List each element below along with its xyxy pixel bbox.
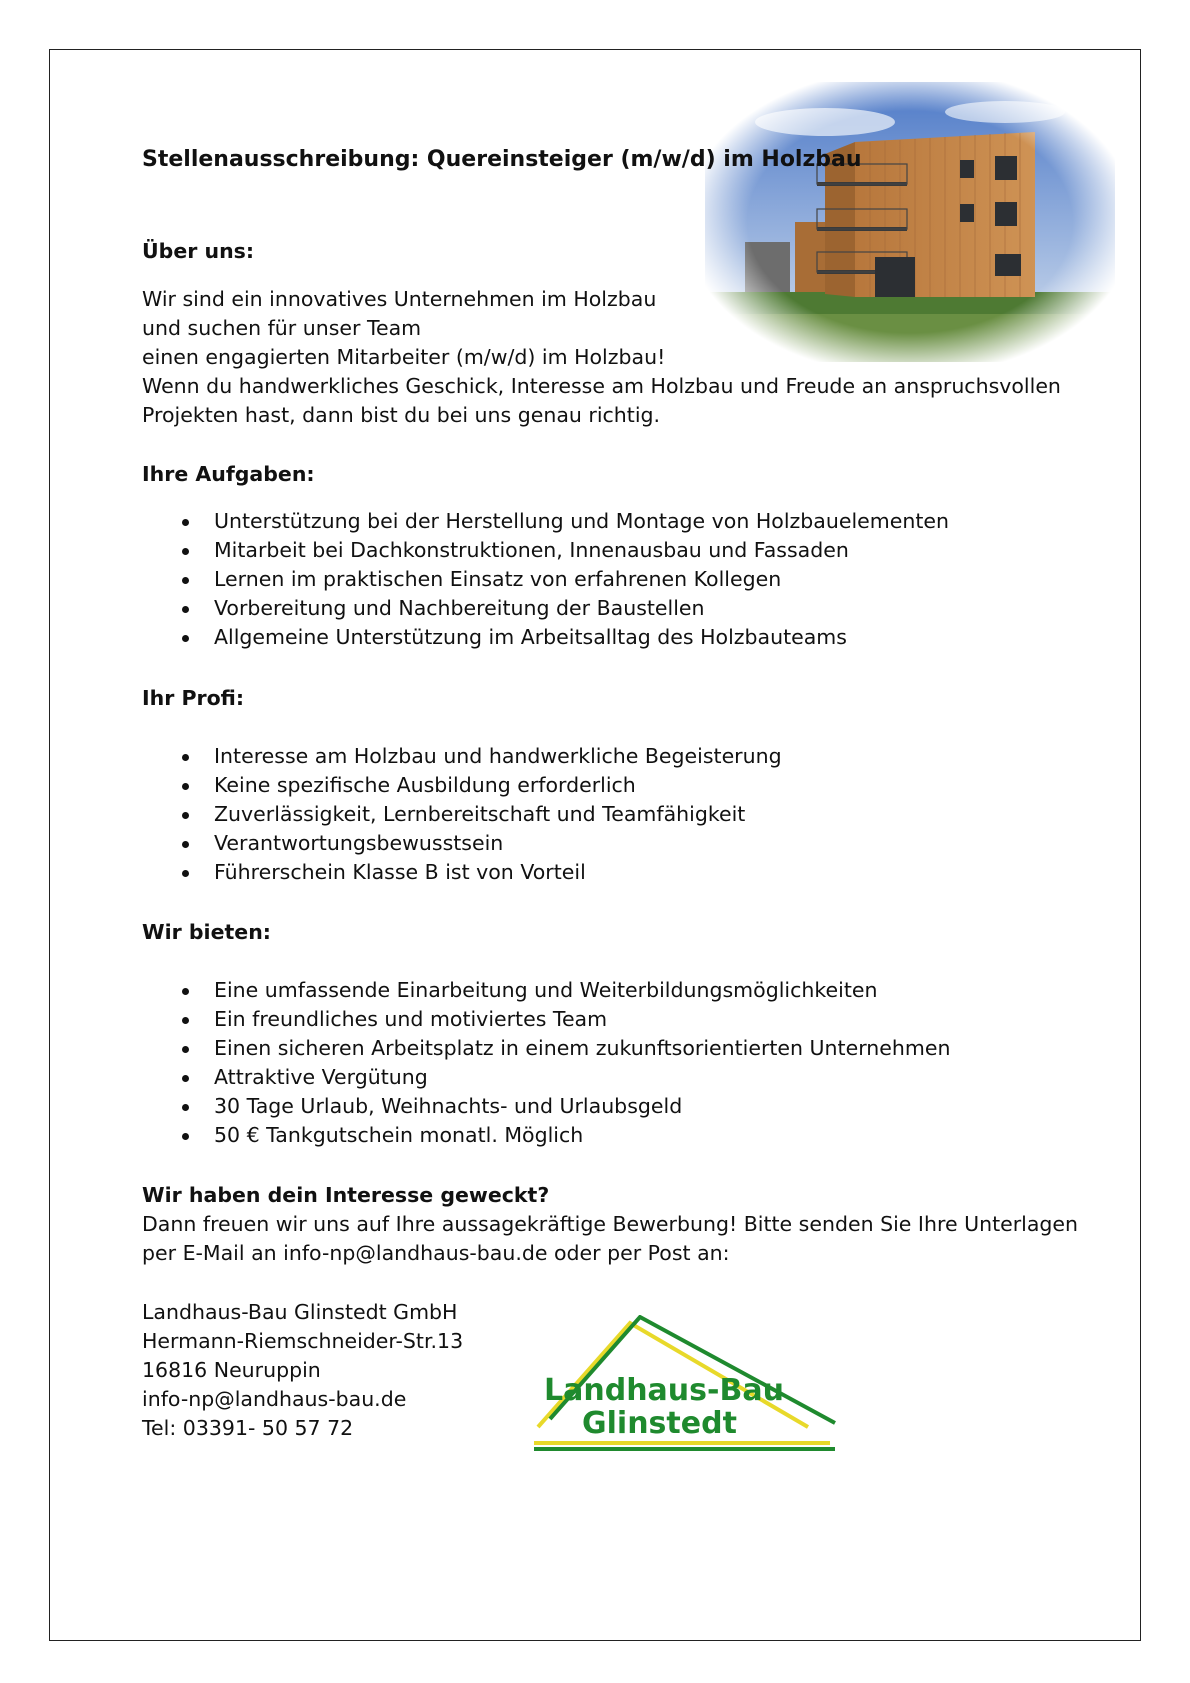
about-line: Wir sind ein innovatives Unternehmen im Holzbau [142, 287, 657, 311]
list-item: Keine spezifische Ausbildung erforderlich [142, 771, 782, 800]
apply-line: per E-Mail an info-np@landhaus-bau.de oder per Post an: [142, 1241, 730, 1265]
list-item: Verantwortungsbewusstsein [142, 829, 782, 858]
list-item: Unterstützung bei der Herstellung und Montage von Holzbauelementen [142, 507, 949, 536]
list-item: Ein freundliches und motiviertes Team [142, 1005, 950, 1034]
apply-heading: Wir haben dein Interesse geweckt? [142, 1183, 550, 1207]
list-item: Einen sicheren Arbeitsplatz in einem zukunftsorientierten Unternehmen [142, 1034, 950, 1063]
street: Hermann-Riemschneider-Str.13 [142, 1329, 464, 1353]
tasks-list [142, 507, 949, 652]
list-item: 50 € Tankgutschein monatl. Möglich [142, 1121, 950, 1150]
apply-section [142, 1181, 1078, 1268]
profile-heading: Ihr Profi: [142, 686, 245, 710]
list-item: Interesse am Holzbau und handwerkliche Begeisterung [142, 742, 782, 771]
offer-heading: Wir bieten: [142, 920, 271, 944]
list-item: 30 Tage Urlaub, Weihnachts- und Urlaubsgeld [142, 1092, 950, 1121]
list-item: Vorbereitung und Nachbereitung der Baustellen [142, 594, 949, 623]
offer-list [142, 976, 950, 1150]
about-text [142, 285, 1061, 430]
about-line: und suchen für unser Team [142, 316, 422, 340]
about-line: Wenn du handwerkliches Geschick, Interesse am Holzbau und Freude an anspruchsvollen [142, 374, 1061, 398]
address-block [142, 1298, 463, 1443]
page-title: Stellenausschreibung: Quereinsteiger (m/w/d) im Holzbau [142, 147, 862, 172]
list-item: Führerschein Klasse B ist von Vorteil [142, 858, 782, 887]
email-link[interactable]: info-np@landhaus-bau.de [142, 1387, 407, 1411]
list-item: Zuverlässigkeit, Lernbereitschaft und Teamfähigkeit [142, 800, 782, 829]
apply-line: Dann freuen wir uns auf Ihre aussagekräftige Bewerbung! Bitte senden Sie Ihre Unterlagen [142, 1212, 1079, 1236]
company-name: Landhaus-Bau Glinstedt GmbH [142, 1300, 458, 1324]
logo-line1: Landhaus-Bau [544, 1373, 784, 1408]
company-logo [530, 1315, 845, 1455]
about-line: Projekten hast, dann bist du bei uns genau richtig. [142, 403, 661, 427]
tasks-heading: Ihre Aufgaben: [142, 462, 315, 486]
city: 16816 Neuruppin [142, 1358, 321, 1382]
list-item: Allgemeine Unterstützung im Arbeitsalltag des Holzbauteams [142, 623, 949, 652]
logo-line2: Glinstedt [582, 1406, 737, 1441]
list-item: Eine umfassende Einarbeitung und Weiterbildungsmöglichkeiten [142, 976, 950, 1005]
list-item: Mitarbeit bei Dachkonstruktionen, Innenausbau und Fassaden [142, 536, 949, 565]
about-line: einen engagierten Mitarbeiter (m/w/d) im Holzbau! [142, 345, 666, 369]
list-item: Attraktive Vergütung [142, 1063, 950, 1092]
profile-list [142, 742, 782, 887]
phone: Tel: 03391- 50 57 72 [142, 1416, 354, 1440]
list-item: Lernen im praktischen Einsatz von erfahrenen Kollegen [142, 565, 949, 594]
about-heading: Über uns: [142, 239, 255, 263]
